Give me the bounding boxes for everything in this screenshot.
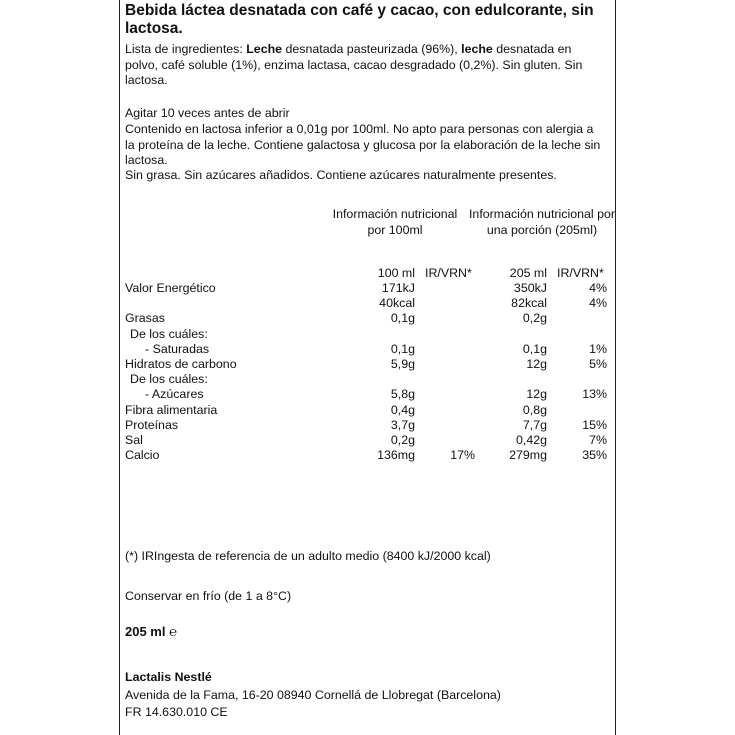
company-address: Avenida de la Fama, 16-20 08940 Cornellá de Llobregat (Barcelona) — [125, 688, 501, 702]
nutrient-label: De los cuáles: — [130, 326, 208, 341]
nutrient-label: Grasas — [125, 311, 165, 326]
irvrn-per-portion: 4% — [589, 296, 607, 311]
value-per-portion: 0,2g — [522, 311, 547, 326]
value-per-100ml: 5,8g — [390, 387, 415, 402]
company-name: Lactalis Nestlé — [125, 670, 212, 684]
value-per-100ml: 0,4g — [390, 402, 415, 417]
value-per-portion: 12g — [526, 387, 547, 402]
ingredients-prefix: Lista de ingredientes: — [125, 42, 247, 56]
col-100ml: 100 ml — [377, 266, 415, 280]
irvrn-per-portion: 5% — [589, 357, 607, 371]
irvrn-per-100ml: 17% — [450, 448, 475, 463]
volume-value: 205 ml — [125, 624, 166, 639]
lactose-note: Contenido en lactosa inferior a 0,01g por 100ml. No apto para personas con alergia a la proteína de la leche. Contiene galactosa y glucosa por la elaboración de la leche sin lactosa. — [125, 122, 601, 167]
col-205ml: 205 ml — [509, 266, 547, 280]
value-per-100ml: 0,1g — [390, 341, 415, 356]
irvrn-per-portion: 13% — [582, 387, 607, 402]
value-per-100ml: 136mg — [377, 448, 415, 463]
irvrn-per-portion: 15% — [582, 417, 607, 432]
nutrient-label: Valor Energético — [125, 281, 216, 295]
company-registration: FR 14.630.010 CE — [125, 705, 228, 719]
value-per-portion: 82kcal — [511, 296, 547, 311]
footnote: (*) IRIngesta de referencia de un adulto medio (8400 kJ/2000 kcal) — [125, 549, 491, 563]
value-per-portion: 350kJ — [513, 281, 547, 295]
nutrient-label: Fibra alimentaria — [125, 402, 218, 417]
value-per-100ml: 171kJ — [381, 281, 415, 295]
ingredients-part-2: desnatada en polvo, café soluble (1%), enzima lactasa, cacao desgradado (0,2%). Sin gluten. Sin lactosa. — [125, 42, 583, 87]
nutrient-label: - Azúcares — [145, 387, 204, 402]
value-per-portion: 0,42g — [515, 433, 547, 447]
nutrient-label: - Saturadas — [145, 341, 210, 356]
allergen-leche-2: leche — [461, 42, 493, 56]
ingredients-list — [125, 42, 605, 89]
col-irvrn-205: IR/VRN* — [557, 266, 604, 280]
value-per-100ml: 3,7g — [390, 417, 415, 432]
allergen-leche-1: Leche — [246, 42, 283, 56]
sugar-note: Sin grasa. Sin azúcares añadidos. Contiene azúcares naturalmente presentes. — [125, 168, 557, 182]
value-per-portion: 0,8g — [522, 402, 547, 417]
value-per-portion: 279mg — [509, 448, 547, 463]
irvrn-per-portion: 1% — [589, 341, 607, 356]
product-title: Bebida láctea desnatada con café y cacao, con edulcorante, sin lactosa. — [125, 2, 594, 37]
nutrient-label: Calcio — [125, 448, 160, 463]
estimated-sign-icon: ℮ — [169, 624, 177, 639]
nutrient-label: Sal — [125, 433, 143, 447]
value-per-100ml: 5,9g — [390, 357, 415, 371]
value-per-portion: 12g — [526, 357, 547, 371]
net-volume — [125, 624, 605, 640]
col-irvrn-100: IR/VRN* — [425, 266, 472, 280]
value-per-portion: 0,1g — [522, 341, 547, 356]
irvrn-per-portion: 7% — [589, 433, 607, 447]
value-per-100ml: 0,2g — [390, 433, 415, 447]
irvrn-per-portion: 4% — [589, 281, 607, 295]
value-per-portion: 7,7g — [522, 417, 547, 432]
header-per-100ml: Información nutricional por 100ml — [332, 207, 458, 237]
header-per-portion: Información nutricional por una porción (205ml) — [468, 207, 615, 237]
value-per-100ml: 0,1g — [390, 311, 415, 326]
ingredients-part-1: desnatada pasteurizada (96%), — [282, 42, 462, 56]
shake-note: Agitar 10 veces antes de abrir — [125, 106, 290, 120]
nutrient-label: Proteínas — [125, 417, 179, 432]
nutrient-label: Hidratos de carbono — [125, 357, 237, 371]
nutrient-label: De los cuáles: — [130, 372, 208, 387]
irvrn-per-portion: 35% — [582, 448, 607, 463]
value-per-100ml: 40kcal — [379, 296, 415, 311]
storage-instructions: Conservar en frío (de 1 a 8°C) — [125, 589, 292, 603]
